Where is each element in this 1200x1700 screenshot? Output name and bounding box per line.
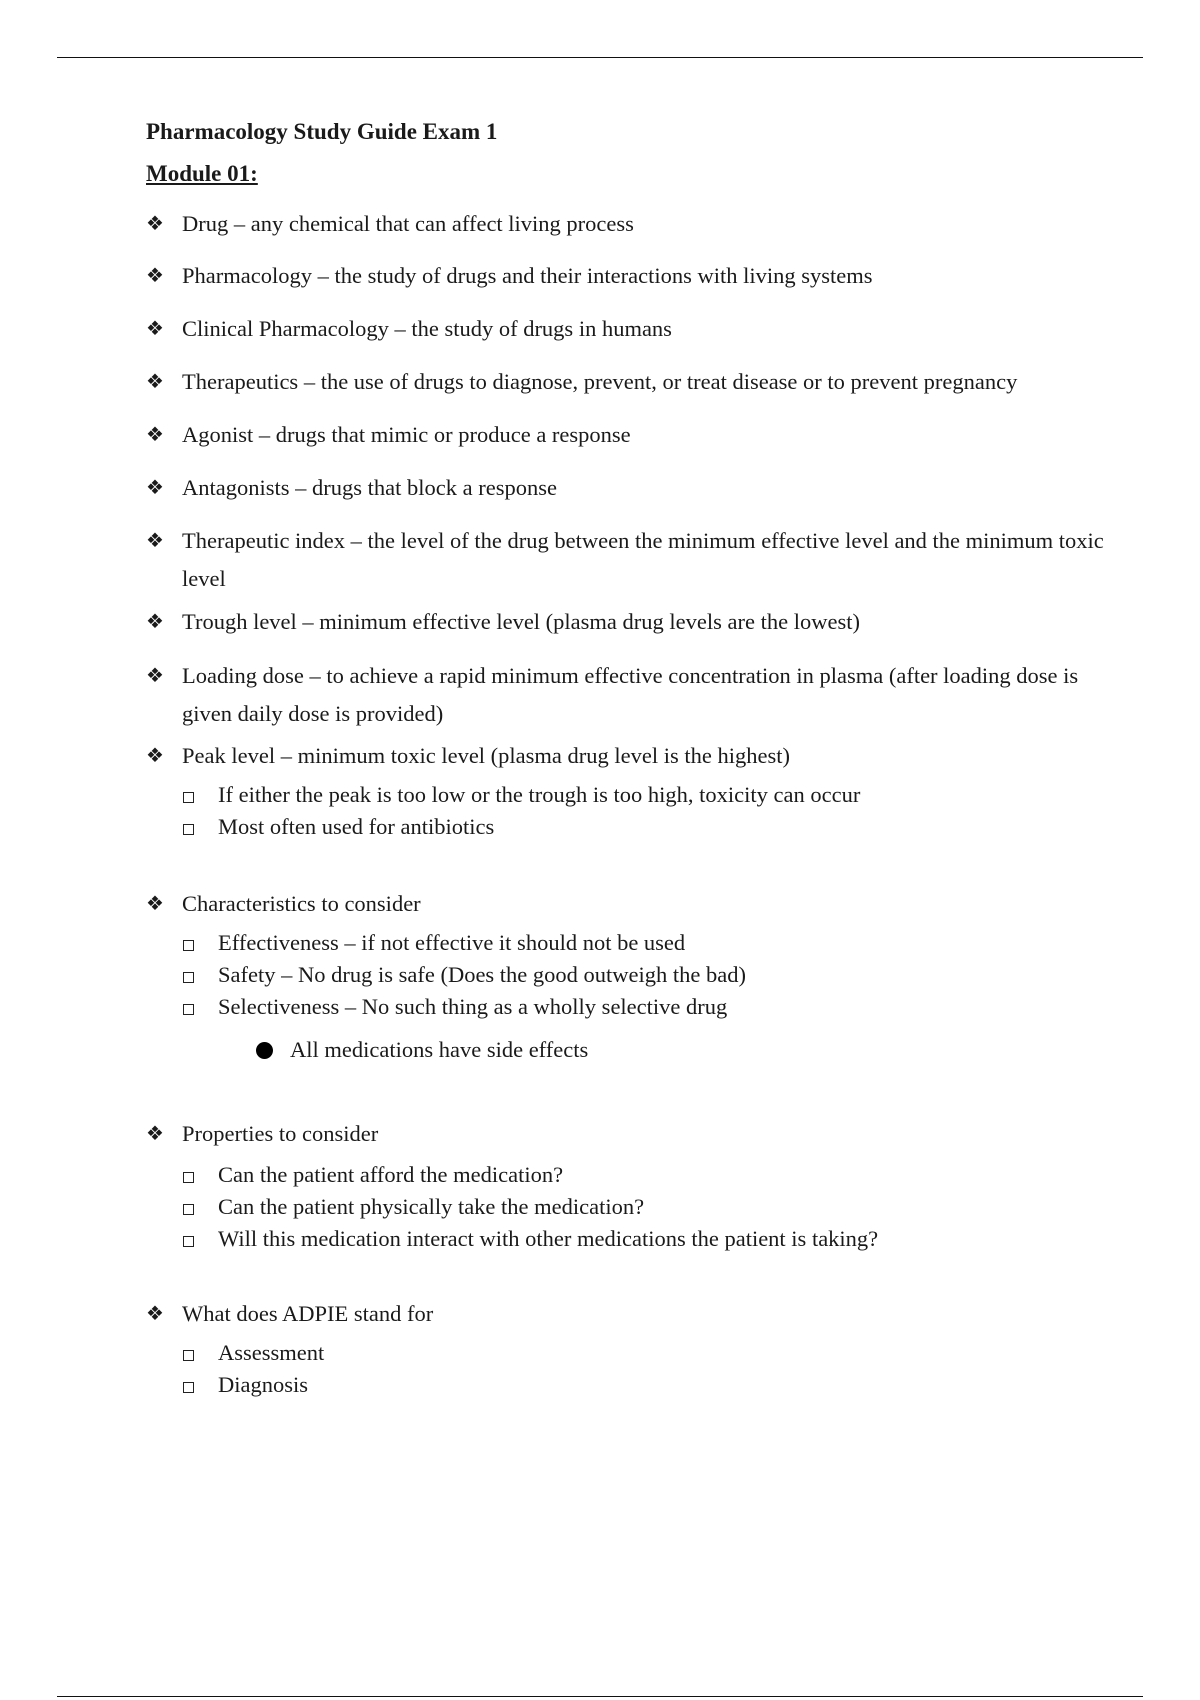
sub-list-item: Effectiveness – if not effective it should not be used bbox=[146, 927, 1106, 959]
top-rule bbox=[57, 57, 1143, 58]
sub-list-item: If either the peak is too low or the trough is too high, toxicity can occur bbox=[146, 779, 1106, 811]
square-bullet-icon bbox=[183, 1172, 194, 1183]
list-item: ❖ Therapeutics – the use of drugs to diagnose, prevent, or treat disease or to prevent pregnancy bbox=[146, 363, 1106, 401]
list-item: ❖ Drug – any chemical that can affect living process bbox=[146, 205, 1106, 243]
diamond-bullet-icon: ❖ bbox=[146, 611, 164, 633]
square-bullet-icon bbox=[183, 1204, 194, 1215]
list-item: ❖ What does ADPIE stand for bbox=[146, 1295, 1106, 1333]
document-body bbox=[146, 115, 1106, 1401]
list-item: ❖ Agonist – drugs that mimic or produce a response bbox=[146, 416, 1106, 454]
list-item: ❖ Characteristics to consider bbox=[146, 885, 1106, 923]
diamond-bullet-icon: ❖ bbox=[146, 893, 164, 915]
list-item: ❖ Therapeutic index – the level of the drug between the minimum effective level and the minimum toxic level bbox=[146, 522, 1106, 598]
diamond-bullet-icon: ❖ bbox=[146, 530, 164, 552]
diamond-bullet-icon: ❖ bbox=[146, 265, 164, 287]
diamond-bullet-icon: ❖ bbox=[146, 1123, 164, 1145]
sub-list-item: Assessment bbox=[146, 1337, 1106, 1369]
diamond-bullet-icon: ❖ bbox=[146, 424, 164, 446]
sub-sub-list-item: All medications have side effects bbox=[146, 1033, 1106, 1067]
list-item: ❖ Properties to consider bbox=[146, 1115, 1106, 1153]
sub-list-item: Can the patient physically take the medication? bbox=[146, 1191, 1106, 1223]
square-bullet-icon bbox=[183, 1236, 194, 1247]
bottom-rule bbox=[57, 1696, 1143, 1697]
diamond-bullet-icon: ❖ bbox=[146, 745, 164, 767]
square-bullet-icon bbox=[183, 940, 194, 951]
sub-list-item: Most often used for antibiotics bbox=[146, 811, 1106, 843]
diamond-bullet-icon: ❖ bbox=[146, 371, 164, 393]
document-title: Pharmacology Study Guide Exam 1 bbox=[146, 119, 498, 144]
square-bullet-icon bbox=[183, 1382, 194, 1393]
list-item: ❖ Loading dose – to achieve a rapid minimum effective concentration in plasma (after loading dose is given daily dose is provided) bbox=[146, 657, 1106, 733]
diamond-bullet-icon: ❖ bbox=[146, 477, 164, 499]
square-bullet-icon bbox=[183, 1350, 194, 1361]
list-item: ❖ Peak level – minimum toxic level (plasma drug level is the highest) bbox=[146, 737, 1106, 775]
sub-list-item: Will this medication interact with other medications the patient is taking? bbox=[146, 1223, 1106, 1255]
list-item: ❖ Clinical Pharmacology – the study of drugs in humans bbox=[146, 310, 1106, 348]
list-item: ❖ Trough level – minimum effective level (plasma drug levels are the lowest) bbox=[146, 603, 1106, 641]
module-heading: Module 01: bbox=[146, 161, 258, 186]
diamond-bullet-icon: ❖ bbox=[146, 213, 164, 235]
list-item: ❖ Antagonists – drugs that block a response bbox=[146, 469, 1106, 507]
square-bullet-icon bbox=[183, 972, 194, 983]
diamond-bullet-icon: ❖ bbox=[146, 318, 164, 340]
sub-list-item: Can the patient afford the medication? bbox=[146, 1159, 1106, 1191]
sub-list-item: Diagnosis bbox=[146, 1369, 1106, 1401]
round-bullet-icon bbox=[256, 1042, 273, 1059]
square-bullet-icon bbox=[183, 1004, 194, 1015]
list-item: ❖ Pharmacology – the study of drugs and their interactions with living systems bbox=[146, 257, 1106, 295]
sub-list-item: Selectiveness – No such thing as a wholly selective drug bbox=[146, 991, 1106, 1023]
square-bullet-icon bbox=[183, 824, 194, 835]
diamond-bullet-icon: ❖ bbox=[146, 665, 164, 687]
diamond-bullet-icon: ❖ bbox=[146, 1303, 164, 1325]
sub-list-item: Safety – No drug is safe (Does the good outweigh the bad) bbox=[146, 959, 1106, 991]
square-bullet-icon bbox=[183, 792, 194, 803]
